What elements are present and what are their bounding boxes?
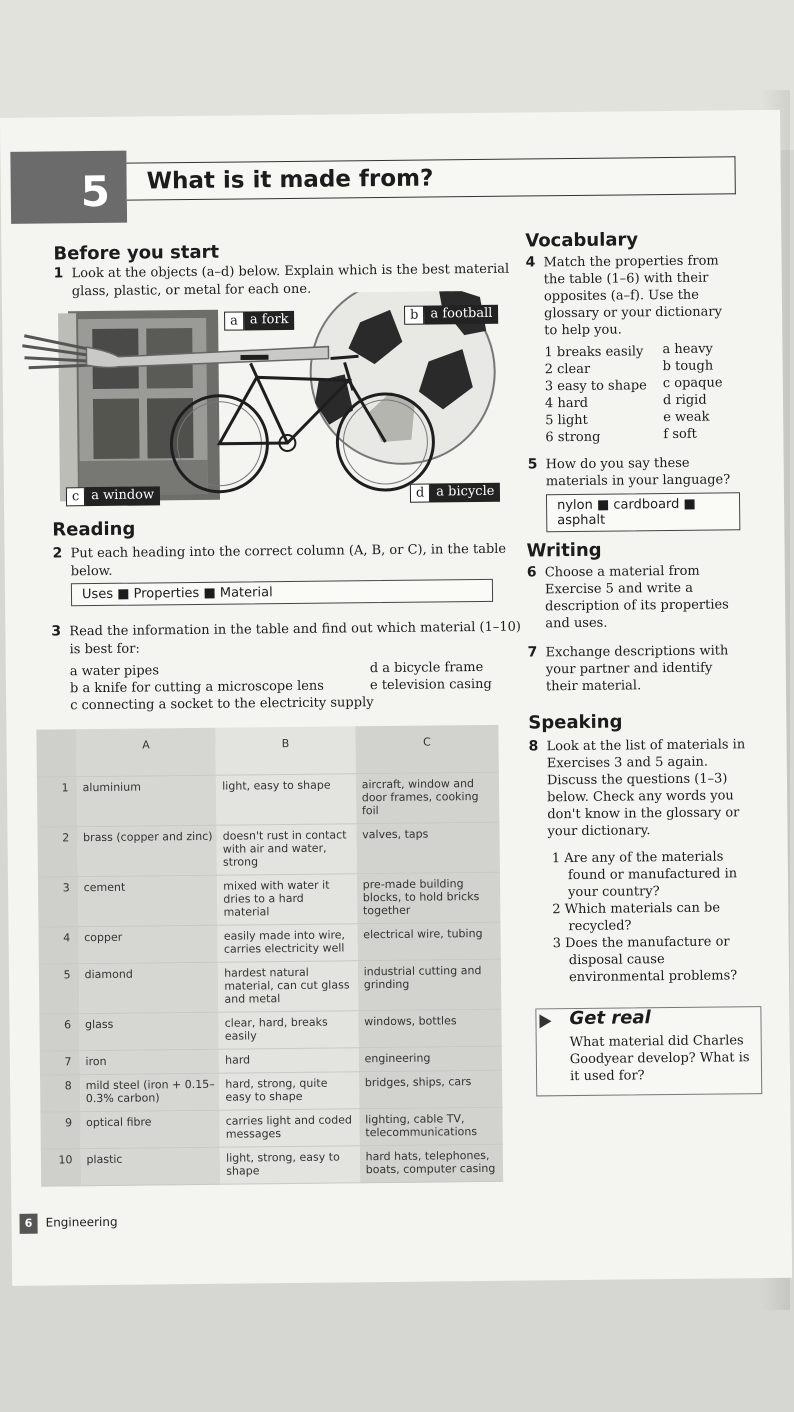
row-number: 2 xyxy=(37,827,77,877)
materials-box: nylon ■ cardboard ■ asphalt xyxy=(546,492,740,532)
exercise-7-line-1: Exchange descriptions with xyxy=(545,643,729,661)
row-number: 5 xyxy=(39,964,79,1014)
get-real-line-2: Goodyear develop? What is xyxy=(569,1050,750,1068)
label-b-football xyxy=(404,305,498,325)
table-row xyxy=(38,872,500,927)
properties-cell: hard, strong, quite easy to shape xyxy=(219,1072,359,1110)
opposite-item: d rigid xyxy=(662,392,707,409)
properties-cell: light, easy to shape xyxy=(216,774,356,825)
opposite-item: b tough xyxy=(662,358,714,375)
exercise-6-number: 6 xyxy=(526,564,537,581)
uses-cell: valves, taps xyxy=(356,822,500,873)
material-cell: brass (copper and zinc) xyxy=(77,825,217,876)
exercise-2-number: 2 xyxy=(52,545,63,562)
material-cell: glass xyxy=(79,1012,219,1050)
exercise-2-line-2: below. xyxy=(70,563,113,580)
properties-cell: doesn't rust in contact with air and water, strong xyxy=(217,824,357,875)
table-row xyxy=(39,1009,501,1051)
option-d: d a bicycle frame xyxy=(369,659,484,677)
uses-cell: industrial cutting and grinding xyxy=(358,959,502,1010)
properties-cell: hardest natural material, can cut glass and metal xyxy=(218,961,358,1012)
exercise-6-line-4: and uses. xyxy=(545,615,608,632)
option-c: c connecting a socket to the electricity supply xyxy=(70,695,374,714)
question-2-line-1: 2 Which materials can be xyxy=(552,900,721,918)
row-number: 6 xyxy=(39,1014,79,1051)
uses-cell: hard hats, telephones, boats, computer casing xyxy=(359,1144,503,1182)
exercise-5-line-1: How do you say these xyxy=(545,455,690,473)
materials-table xyxy=(36,725,503,1187)
question-1-line-1: 1 Are any of the materials xyxy=(551,849,724,867)
label-a-fork xyxy=(224,311,295,331)
question-3-line-2: disposal cause xyxy=(568,952,665,969)
properties-cell: light, strong, easy to shape xyxy=(220,1146,360,1184)
question-1-line-2: found or manufactured in xyxy=(567,866,738,884)
row-number: 1 xyxy=(37,777,77,827)
table-row xyxy=(40,1070,502,1112)
writing-heading: Writing xyxy=(526,539,602,562)
material-cell: copper xyxy=(78,925,218,963)
exercise-4-line-1: Match the properties from xyxy=(543,253,719,271)
opposite-item: e weak xyxy=(663,409,710,426)
question-2-line-2: recycled? xyxy=(568,918,632,935)
property-item: 5 light xyxy=(545,412,588,429)
footer-label: Engineering xyxy=(45,1214,118,1230)
table-row xyxy=(40,1107,502,1149)
label-d-bicycle xyxy=(410,483,501,503)
before-you-start-heading: Before you start xyxy=(53,241,220,265)
uses-cell: bridges, ships, cars xyxy=(359,1070,503,1108)
row-number: 8 xyxy=(40,1075,80,1112)
label-b-key: b xyxy=(404,306,425,325)
exercise-1-number: 1 xyxy=(53,265,64,282)
row-number: 4 xyxy=(38,927,78,964)
label-c-text: a window xyxy=(85,486,160,506)
window-picture xyxy=(58,310,220,502)
properties-cell: mixed with water it dries to a hard material xyxy=(217,874,357,925)
speaking-heading: Speaking xyxy=(528,711,623,734)
opposite-item: a heavy xyxy=(662,341,713,358)
exercise-6-line-3: description of its properties xyxy=(545,597,729,615)
opposite-item: c opaque xyxy=(662,375,723,392)
exercise-6-line-1: Choose a material from xyxy=(544,563,700,581)
exercise-4-line-5: to help you. xyxy=(544,322,622,339)
row-number: 7 xyxy=(40,1051,80,1075)
exercise-4-line-2: the table (1–6) with their xyxy=(543,270,709,288)
label-a-key: a xyxy=(224,311,244,330)
materials-table-body xyxy=(37,772,503,1186)
page-title: What is it made from? xyxy=(146,165,434,195)
opposites-list xyxy=(662,340,723,443)
table-header-row xyxy=(36,725,498,777)
exercise-8-line-3: Discuss the questions (1–3) xyxy=(546,771,728,789)
property-item: 3 easy to shape xyxy=(544,378,647,395)
question-1-line-3: your country? xyxy=(568,884,660,901)
table-header-number xyxy=(36,729,76,777)
question-3-line-1: 3 Does the manufacture or xyxy=(552,934,730,952)
material-cell: cement xyxy=(78,875,218,926)
exercise-7-line-3: their material. xyxy=(545,678,642,695)
exercise-1-line-1: Look at the objects (a–d) below. Explain which is the best material xyxy=(71,261,510,282)
get-real-line-3: it used for? xyxy=(569,1068,645,1085)
table-row xyxy=(39,959,501,1014)
material-cell: iron xyxy=(79,1049,219,1074)
exercise-7-text xyxy=(546,642,729,695)
textbook-page xyxy=(0,110,792,1286)
exercise-8-line-1: Look at the list of materials in xyxy=(546,737,746,755)
uses-cell: aircraft, window and door frames, cooking foil xyxy=(356,772,500,823)
table-row xyxy=(41,1144,503,1186)
table-row xyxy=(37,772,499,827)
column-header-a: A xyxy=(76,728,216,777)
exercise-6-line-2: Exercise 5 and write a xyxy=(544,580,693,598)
property-item: 4 hard xyxy=(544,395,589,412)
label-c-key: c xyxy=(66,487,85,506)
exercise-7-line-2: your partner and identify xyxy=(545,660,713,678)
option-e: e television casing xyxy=(369,676,492,694)
property-item: 1 breaks easily xyxy=(544,344,644,361)
properties-cell: easily made into wire, carries electricity well xyxy=(218,924,358,962)
properties-cell: clear, hard, breaks easily xyxy=(219,1011,359,1049)
properties-list xyxy=(544,343,647,446)
exercise-8-line-5: don't know in the glossary or xyxy=(547,805,740,823)
exercise-3-line-1: Read the information in the table and find out which material (1–10) xyxy=(69,619,522,640)
row-number: 9 xyxy=(40,1112,80,1149)
material-cell: diamond xyxy=(78,962,218,1013)
uses-cell: lighting, cable TV, telecommunications xyxy=(359,1107,503,1145)
exercise-2-line-1: Put each heading into the correct column (A, B, or C), in the table xyxy=(70,541,507,562)
page-number: 6 xyxy=(19,1214,37,1234)
material-cell: optical fibre xyxy=(80,1110,220,1148)
label-d-text: a bicycle xyxy=(430,483,500,503)
exercise-8-number: 8 xyxy=(528,738,539,755)
label-b-text: a football xyxy=(424,305,498,325)
label-d-key: d xyxy=(410,484,431,503)
table-row xyxy=(37,822,499,877)
exercise-3-line-2: is best for: xyxy=(69,641,140,658)
exercise-4-line-4: glossary or your dictionary xyxy=(544,304,722,322)
vocabulary-heading: Vocabulary xyxy=(525,229,639,252)
uses-cell: engineering xyxy=(358,1046,502,1071)
column-header-b: B xyxy=(216,726,356,775)
exercise-8-line-2: Exercises 3 and 5 again. xyxy=(546,754,709,772)
exercise-5-text xyxy=(546,454,731,490)
label-a-text: a fork xyxy=(244,311,295,331)
question-3-line-3: environmental problems? xyxy=(568,968,738,986)
get-real-heading: Get real xyxy=(569,1007,651,1030)
table-row xyxy=(38,922,500,964)
material-cell: mild steel (iron + 0.15–0.3% carbon) xyxy=(80,1073,220,1111)
exercise-8-line-6: your dictionary. xyxy=(547,823,651,840)
exercise-7-number: 7 xyxy=(527,644,538,661)
uses-cell: electrical wire, tubing xyxy=(357,922,501,960)
property-item: 6 strong xyxy=(545,429,601,446)
exercise-3-number: 3 xyxy=(51,623,62,640)
exercise-5-line-2: materials in your language? xyxy=(545,472,731,490)
exercise-8-line-4: below. Check any words you xyxy=(547,788,734,806)
exercise-4-text xyxy=(543,252,734,339)
material-cell: aluminium xyxy=(77,775,217,826)
get-real-line-1: What material did Charles xyxy=(569,1033,744,1051)
headings-box: Uses ■ Properties ■ Material xyxy=(71,579,493,606)
properties-cell: hard xyxy=(219,1048,359,1073)
row-number: 10 xyxy=(41,1149,81,1186)
speaking-questions xyxy=(552,848,739,986)
play-arrow-icon xyxy=(539,1014,551,1028)
properties-cell: carries light and coded messages xyxy=(220,1109,360,1147)
exercise-4-line-3: opposites (a–f). Use the xyxy=(543,287,700,305)
uses-cell: windows, bottles xyxy=(358,1009,502,1047)
exercise-8-text xyxy=(547,736,747,840)
opposite-item: f soft xyxy=(663,426,697,443)
exercise-6-text xyxy=(545,562,729,632)
row-number: 3 xyxy=(38,877,78,927)
column-header-c: C xyxy=(355,725,499,774)
uses-cell: pre-made building blocks, to hold bricks together xyxy=(357,872,501,923)
exercise-5-number: 5 xyxy=(527,456,538,473)
option-a: a water pipes xyxy=(69,663,160,680)
property-item: 2 clear xyxy=(544,361,591,378)
exercise-4-number: 4 xyxy=(525,254,536,271)
option-b: b a knife for cutting a microscope lens xyxy=(69,678,325,697)
label-c-window xyxy=(66,486,160,506)
reading-heading: Reading xyxy=(52,518,136,541)
get-real-text xyxy=(570,1032,750,1085)
unit-number: 5 xyxy=(80,166,111,217)
exercise-1-line-2: glass, plastic, or metal for each one. xyxy=(71,281,312,300)
material-cell: plastic xyxy=(80,1147,220,1185)
